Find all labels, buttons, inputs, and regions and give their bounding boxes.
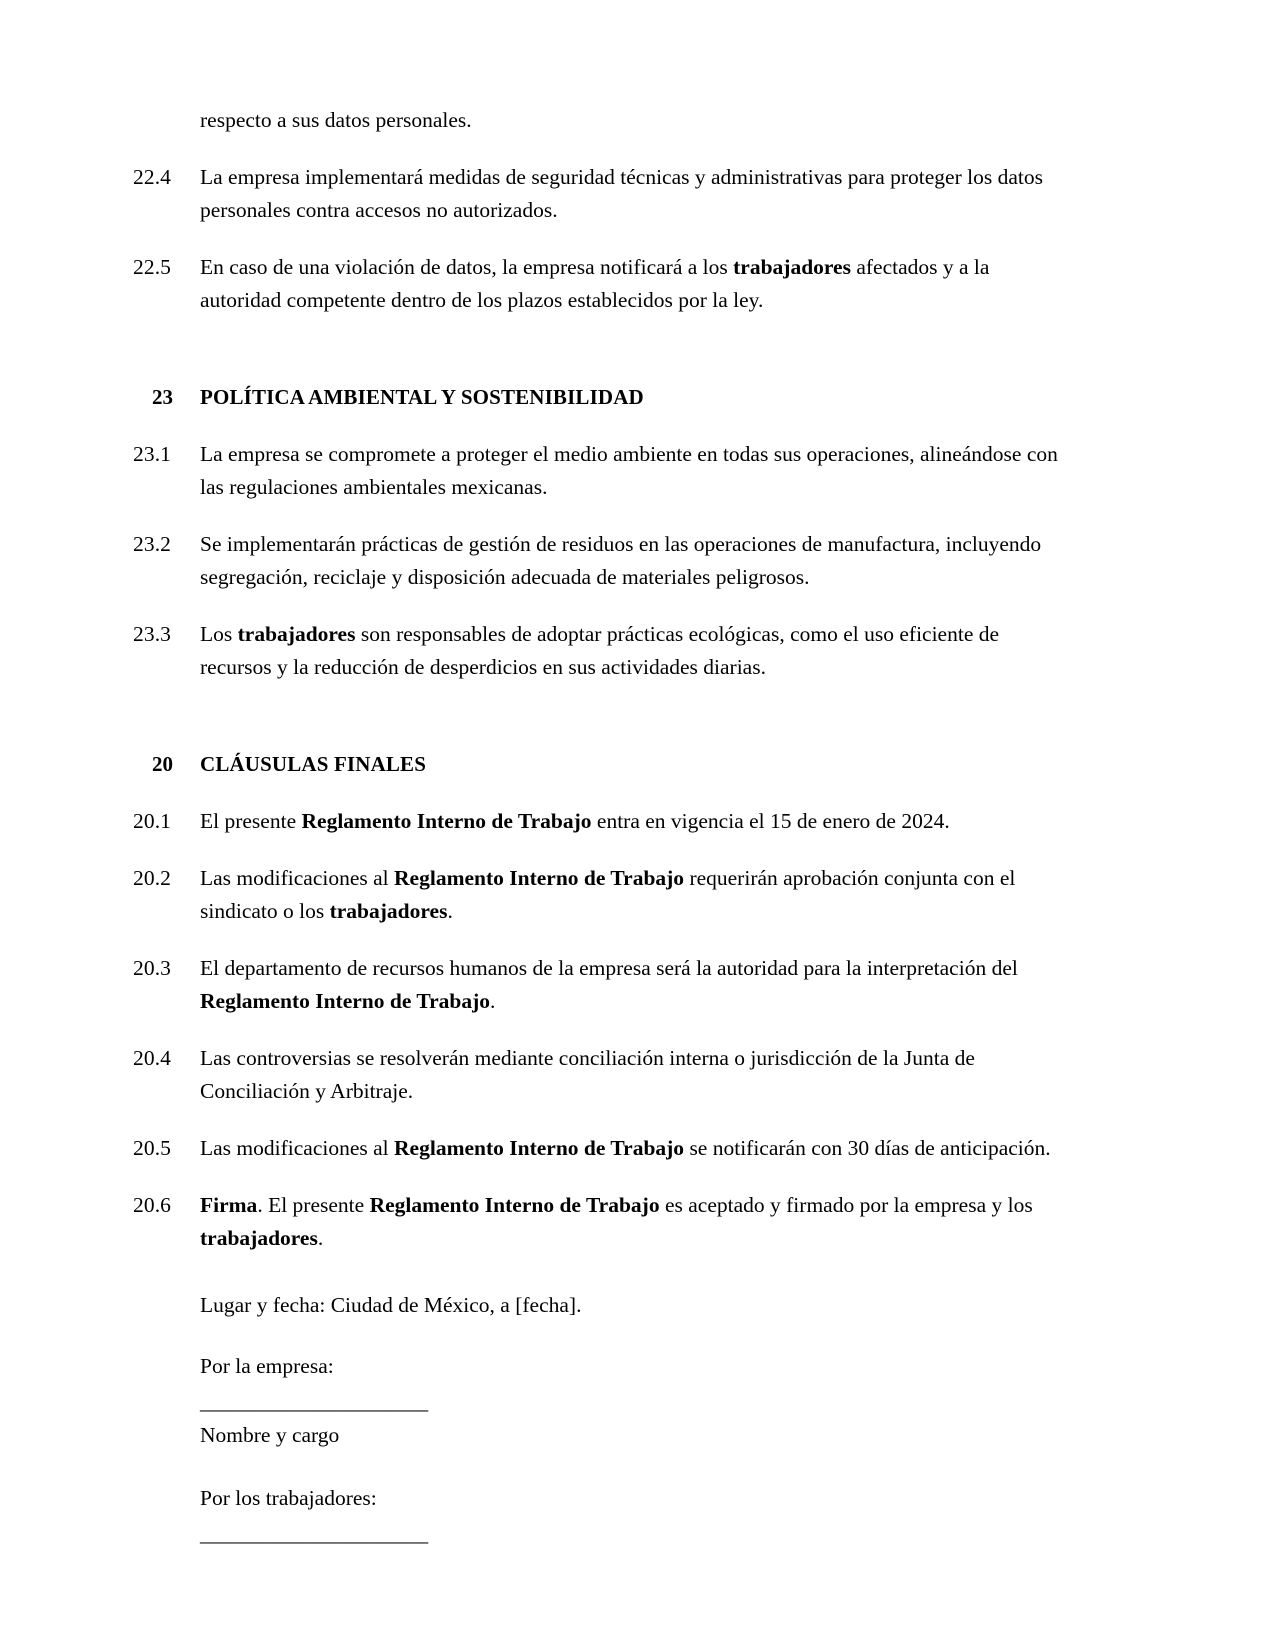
clause-item (133, 1042, 1063, 1108)
clause-item (133, 1189, 1063, 1255)
clause-number: 20.5 (133, 1136, 172, 1160)
clause-number: 20.6 (133, 1193, 172, 1217)
clause-number: 23.1 (133, 442, 172, 466)
company-name-caption: Nombre y cargo (200, 1423, 340, 1447)
clause-text (200, 1132, 1063, 1165)
company-signature-label: Por la empresa: (200, 1354, 334, 1378)
text-run: El departamento de recursos humanos de la empresa será la autoridad para la interpretación del (200, 956, 1018, 980)
clause-number: 22.4 (133, 165, 172, 189)
clause-number: 20.4 (133, 1046, 172, 1070)
clause-text (200, 862, 1063, 928)
text-run: es aceptado y firmado por la empresa y los (659, 1193, 1033, 1217)
workers-signature-line: ______________________ (200, 1522, 428, 1546)
clause-group-data-protection (133, 161, 1063, 317)
emphasis-term: Reglamento Interno de Trabajo (301, 809, 592, 833)
text-run: . (490, 989, 496, 1013)
emphasis-term: Reglamento Interno de Trabajo (394, 1136, 685, 1160)
emphasis-term: trabajadores (733, 255, 851, 279)
clause-item (133, 528, 1063, 594)
text-run: Las modificaciones al (200, 866, 395, 890)
text-run: . (447, 899, 453, 923)
text-run: Los (200, 622, 238, 646)
place-and-date: Lugar y fecha: Ciudad de México, a [fecha]. (200, 1293, 582, 1317)
clause-group-environment (133, 438, 1063, 684)
clause-item (133, 862, 1063, 928)
clause-text (200, 1042, 1063, 1108)
clause-item (133, 438, 1063, 504)
text-run: Las modificaciones al (200, 1136, 395, 1160)
clause-number: 20.2 (133, 866, 172, 890)
emphasis-term: trabajadores (200, 1226, 318, 1250)
clause-number: 20.1 (133, 809, 172, 833)
company-signature-line: ______________________ (200, 1390, 428, 1414)
clause-text (200, 161, 1063, 227)
text-run: El presente (200, 809, 302, 833)
emphasis-term: trabajadores (329, 899, 448, 923)
clause-text (200, 618, 1063, 684)
emphasis-term: Reglamento Interno de Trabajo (200, 989, 491, 1013)
emphasis-term: trabajadores (237, 622, 356, 646)
signature-block (133, 1289, 1063, 1549)
text-run: afectados y a la autoridad competente dentro de los plazos establecidos por la ley. (200, 255, 990, 312)
clause-item (133, 251, 1063, 317)
clause-number: 23.2 (133, 532, 172, 556)
clause-item (133, 805, 1063, 838)
text-run: son responsables de adoptar prácticas ecológicas, como el uso eficiente de recursos y la reducción de desperdicios en sus actividades diarias. (200, 622, 1000, 679)
section-title: POLÍTICA AMBIENTAL Y SOSTENIBILIDAD (200, 385, 644, 409)
clause-item (133, 952, 1063, 1018)
clause-group-final (133, 805, 1063, 1255)
text-run: Las controversias se resolverán mediante conciliación interna o jurisdicción de la Junta de Conciliación y Arbitraje. (200, 1046, 975, 1103)
section-heading-environment (133, 381, 1063, 414)
signature-spacer (200, 1452, 1063, 1482)
clause-number: 22.5 (133, 255, 172, 279)
clause-number: 23.3 (133, 622, 172, 646)
text-run: . (317, 1226, 324, 1250)
text-run: entra en vigencia el 15 de enero de 2024. (591, 809, 950, 833)
clause-number: 20.3 (133, 956, 172, 980)
clause-text (200, 251, 1063, 317)
clause-text (200, 1189, 1063, 1255)
text-run: La empresa implementará medidas de seguridad técnicas y administrativas para proteger los datos personales contra accesos no autorizados. (200, 165, 1043, 222)
clause-text (200, 438, 1063, 504)
text-run: requerirán aprobación conjunta con el sindicato o los (200, 866, 1016, 923)
workers-signature-label: Por los trabajadores: (200, 1486, 377, 1510)
section-title: CLÁUSULAS FINALES (200, 752, 427, 776)
section-heading-final-clauses (133, 748, 1063, 781)
emphasis-term: Reglamento Interno de Trabajo (394, 866, 685, 890)
clause-text (200, 952, 1063, 1018)
clause-item (133, 1132, 1063, 1165)
document-body (133, 104, 1063, 1549)
section-number: 20 (152, 752, 173, 776)
text-run: La empresa se compromete a proteger el medio ambiente en todas sus operaciones, alineándose con las regulaciones ambientales mexicanas. (200, 442, 1058, 499)
section-number: 23 (152, 385, 173, 409)
clause-item (133, 618, 1063, 684)
clause-text (200, 528, 1063, 594)
text-run: En caso de una violación de datos, la empresa notificará a los (200, 255, 734, 279)
emphasis-term: Firma (200, 1193, 258, 1217)
clause-item (133, 161, 1063, 227)
text-run: Se implementarán prácticas de gestión de residuos en las operaciones de manufactura, incluyendo segregación, reciclaje y disposición adecuada de materiales peligrosos. (200, 532, 1042, 589)
emphasis-term: Reglamento Interno de Trabajo (369, 1193, 660, 1217)
continuation-paragraph: respecto a sus datos personales. (200, 108, 472, 132)
clause-text (200, 805, 1063, 838)
text-run: se notificarán con 30 días de anticipación. (684, 1136, 1051, 1160)
text-run: . El presente (257, 1193, 370, 1217)
